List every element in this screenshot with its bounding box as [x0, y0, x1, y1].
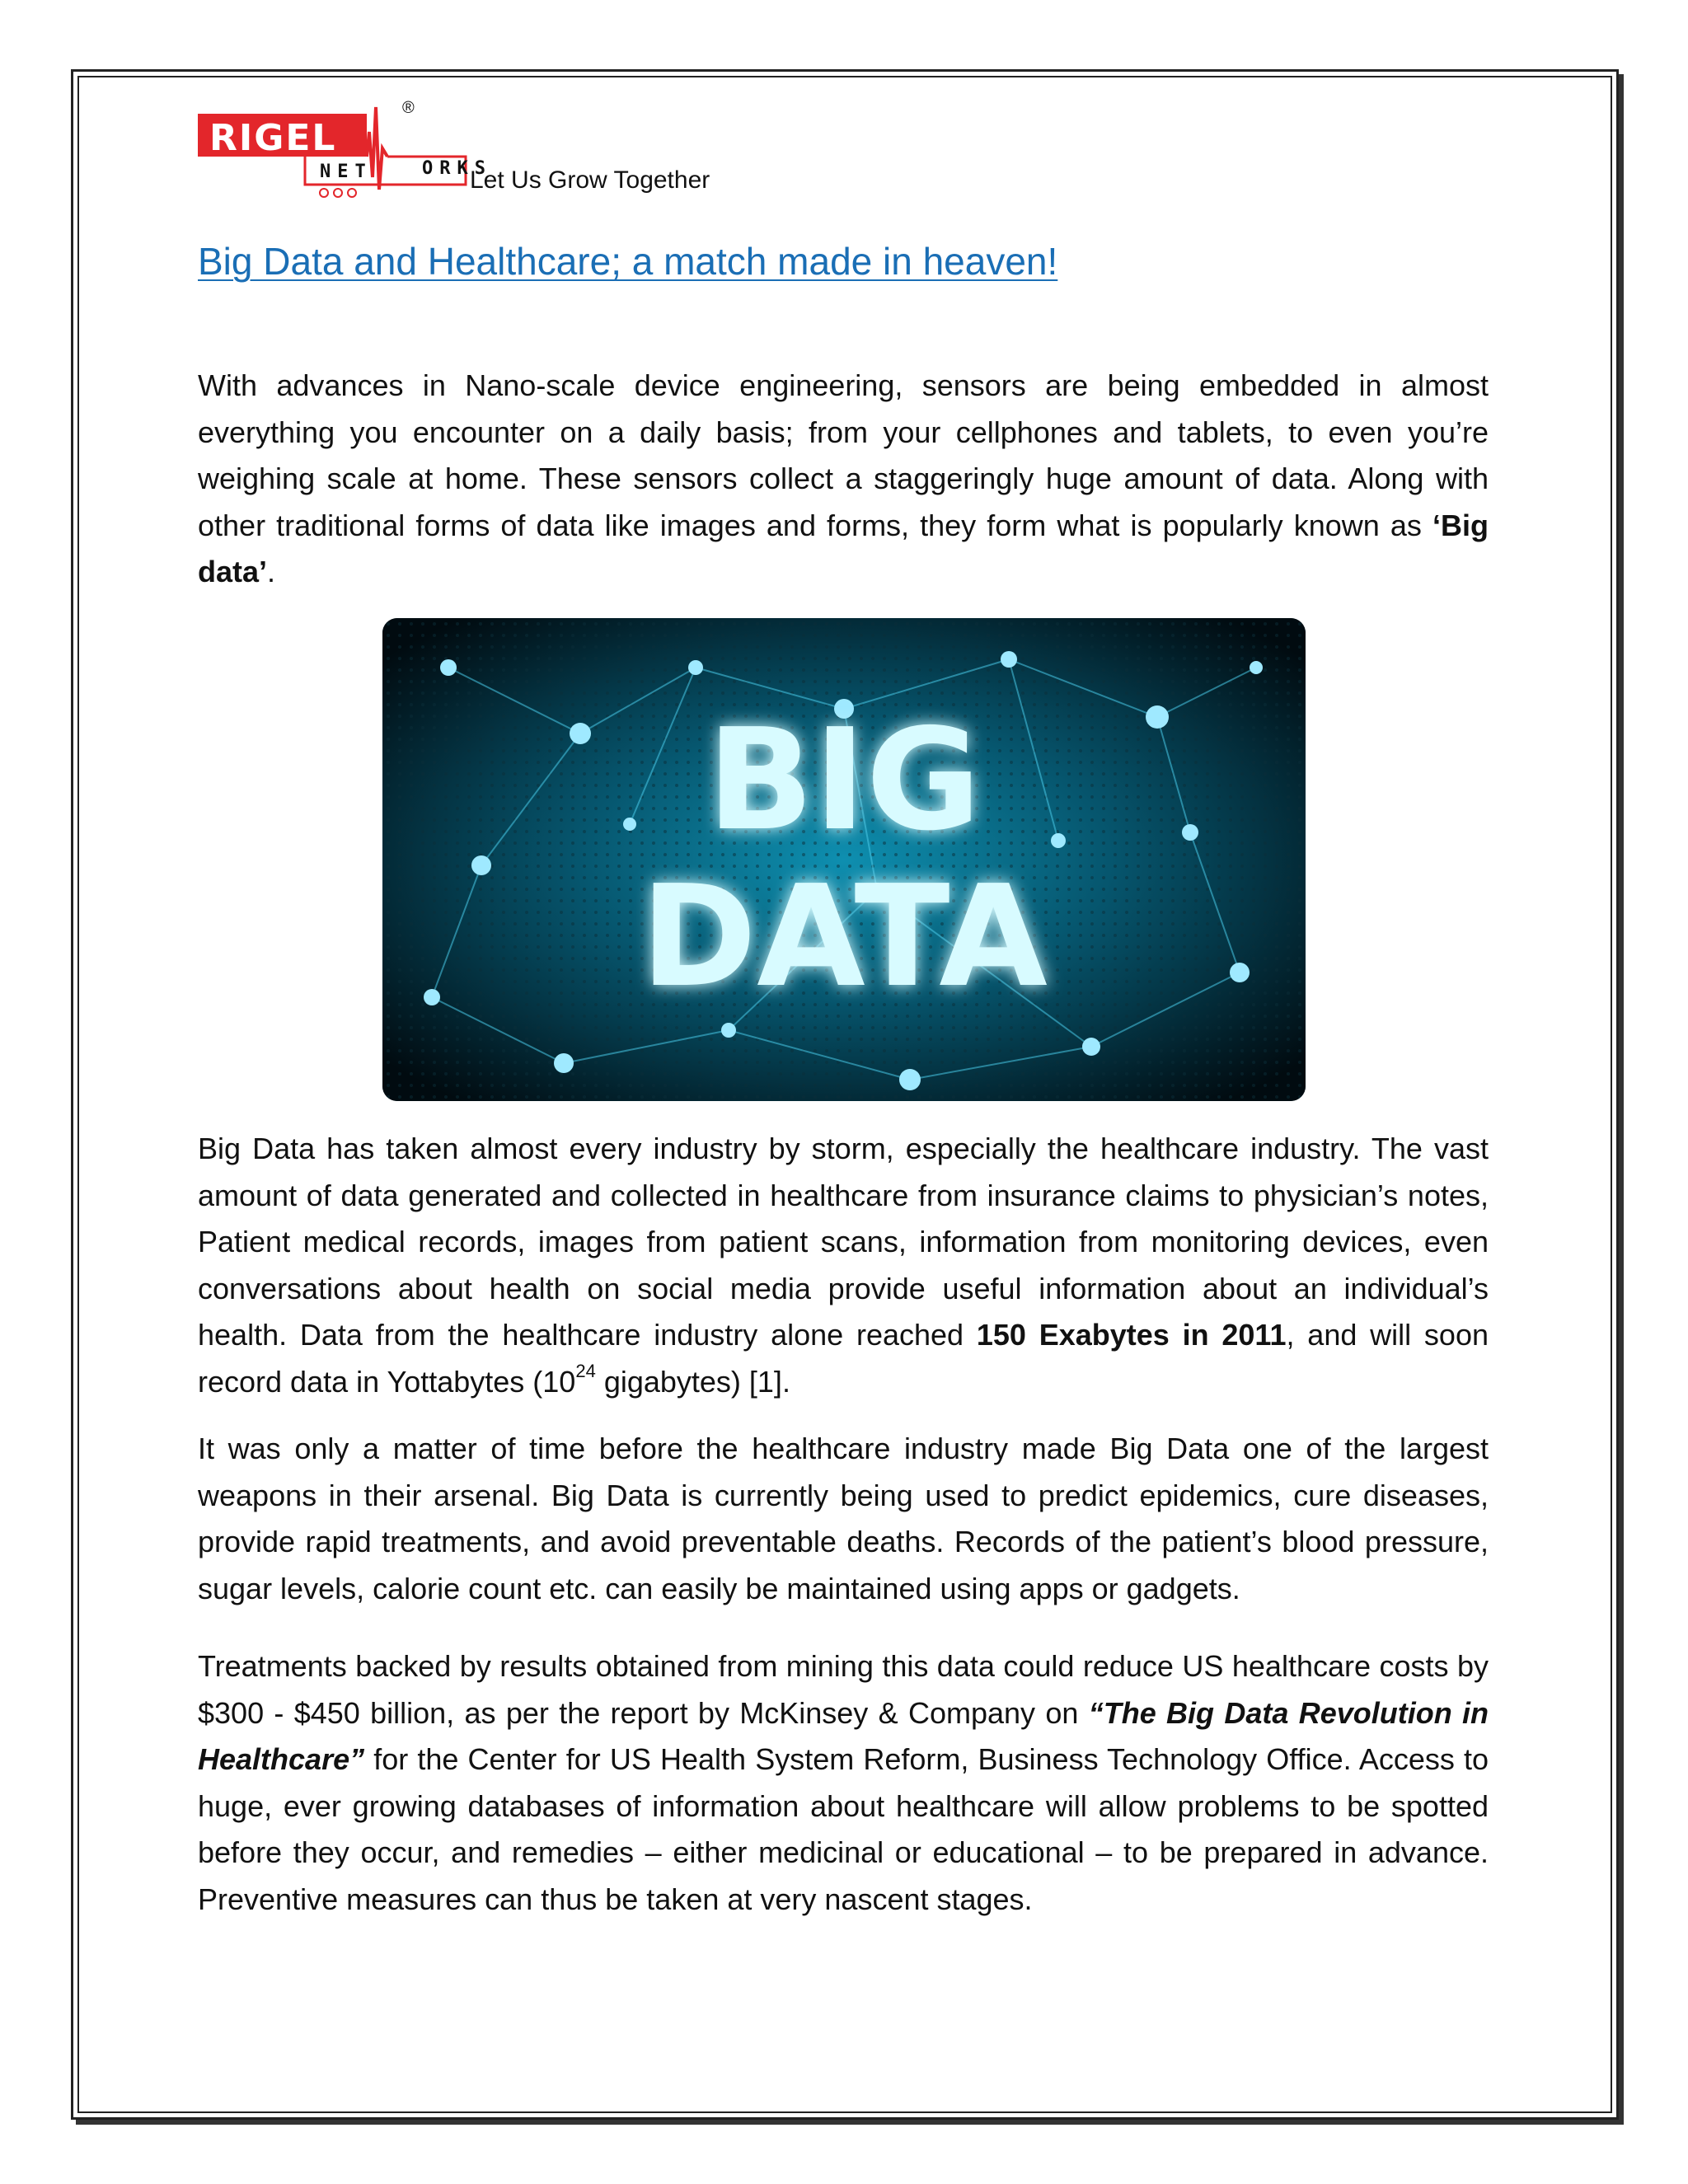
paragraph-end: .: [267, 555, 276, 588]
paragraph-end: gigabytes) [1].: [595, 1364, 790, 1399]
bold-stat: 150 Exabytes in 2011: [976, 1318, 1287, 1352]
logo-sub-left: NET: [320, 162, 373, 182]
paragraph-healthcare: [198, 1126, 1489, 1405]
paragraph-end: for the Center for US Health System Reform, Business Technology Office. Access to huge, ever growing databases of information about healthcare will allow problems to be spotted before they occur, and remedies – either medicinal or educational – to be prepared in advance. Preventive measures can thus be taken at very nascent stages.: [198, 1742, 1489, 1916]
report-title: “The Big Data Revolution in Healthcare”: [198, 1695, 1489, 1776]
hero-line-2: DATA: [640, 855, 1048, 1019]
paragraph-mid: , and will soon record data in Yottabytes (10: [198, 1318, 1489, 1399]
paragraph-intro: [198, 363, 1489, 596]
superscript-exponent: 24: [575, 1360, 596, 1381]
big-data-illustration: [382, 618, 1306, 1101]
logo-dot: [334, 189, 342, 197]
hero-line-1: BIG: [706, 699, 982, 862]
company-logo: [198, 99, 709, 206]
page-border-shadow-bottom: [76, 2120, 1624, 2125]
logo-sub-right: ORKS: [422, 158, 492, 179]
paragraph-costs: [198, 1643, 1489, 1923]
article-title[interactable]: Big Data and Healthcare; a match made in heaven!: [198, 240, 1058, 283]
big-data-image: [382, 618, 1306, 1101]
paragraph-arsenal: [198, 1426, 1489, 1612]
paragraph-arsenal-text: It was only a matter of time before the healthcare industry made Big Data one of the largest weapons in their arsenal. Big Data is currently being used to predict epidemics, cure diseases, provide rapid treatments, and avoid preventable deaths. Records of the patient’s blood pressure, sugar levels, calorie count etc. can easily be maintained using apps or gadgets.: [198, 1432, 1489, 1605]
logo-brand-text: RIGEL: [209, 117, 337, 159]
logo-dot: [348, 189, 356, 197]
registered-mark: ®: [402, 99, 415, 117]
page-border-shadow-right: [1619, 74, 1624, 2125]
logo-tagline: Let Us Grow Together: [470, 166, 710, 194]
paragraph-healthcare-text: Big Data has taken almost every industry by storm, especially the healthcare industry. The vast amount of data generated and collected in healthcare from insurance claims to physician’s notes, Patient medical records, images from patient scans, information from monitoring devices, even conversations about health on social media provide useful information about an individual’s health. Data from the healthcare industry alone reached: [198, 1132, 1489, 1352]
logo-dot: [320, 189, 328, 197]
paragraph-intro-text: With advances in Nano-scale device engineering, sensors are being embedded in almost everything you encounter on a daily basis; from your cellphones and tablets, to even you’re weighing scale at home. These sensors collect a staggeringly huge amount of data. Along with other traditional forms of data like images and forms, they form what is popularly known as: [198, 368, 1489, 542]
paragraph-costs-text: Treatments backed by results obtained from mining this data could reduce US healthcare costs by $300 - $450 billion, as per the report by McKinsey & Company on: [198, 1649, 1489, 1730]
bold-term: ‘Big data’: [198, 508, 1489, 588]
